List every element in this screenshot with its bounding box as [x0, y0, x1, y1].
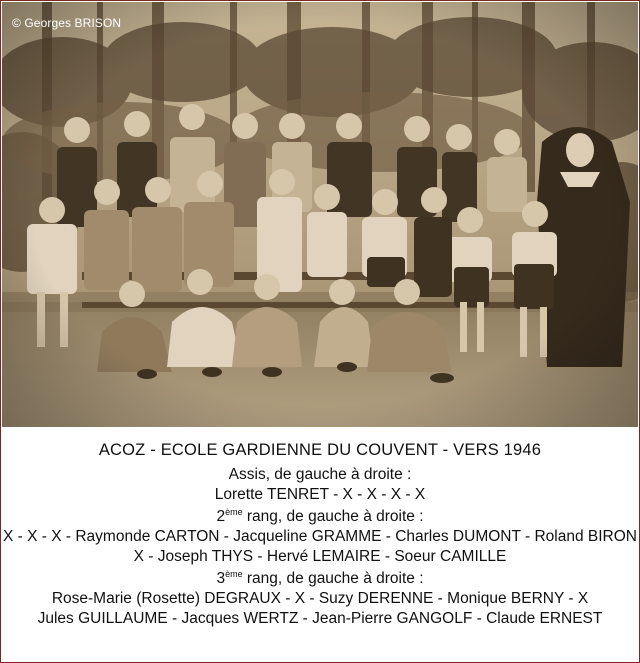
class-photo-drawing — [2, 2, 638, 427]
photo-caption — [1, 435, 639, 629]
section-row2-heading: 2ème rang, de gauche à droite : — [216, 507, 424, 525]
caption-title: ACOZ - ECOLE GARDIENNE DU COUVENT - VERS 1946 — [98, 441, 542, 459]
section-row2-line: X - Joseph THYS - Hervé LEMAIRE - Soeur CAMILLE — [133, 548, 507, 565]
section-seated-heading: Assis, de gauche à droite : — [228, 466, 412, 483]
class-photo — [2, 2, 638, 427]
section-row2-line: X - X - X - Raymonde CARTON - Jacqueline GRAMME - Charles DUMONT - Roland BIRON — [3, 528, 637, 545]
section-row3-line: Rose-Marie (Rosette) DEGRAUX - X - Suzy DERENNE - Monique BERNY - X — [51, 590, 589, 607]
copyright-watermark: © Georges BRISON — [12, 16, 122, 30]
section-row3-heading: 3ème rang, de gauche à droite : — [216, 569, 424, 587]
section-seated-line: Lorette TENRET - X - X - X - X — [214, 486, 426, 503]
section-row3-line: Jules GUILLAUME - Jacques WERTZ - Jean-Pierre GANGOLF - Claude ERNEST — [37, 610, 603, 627]
